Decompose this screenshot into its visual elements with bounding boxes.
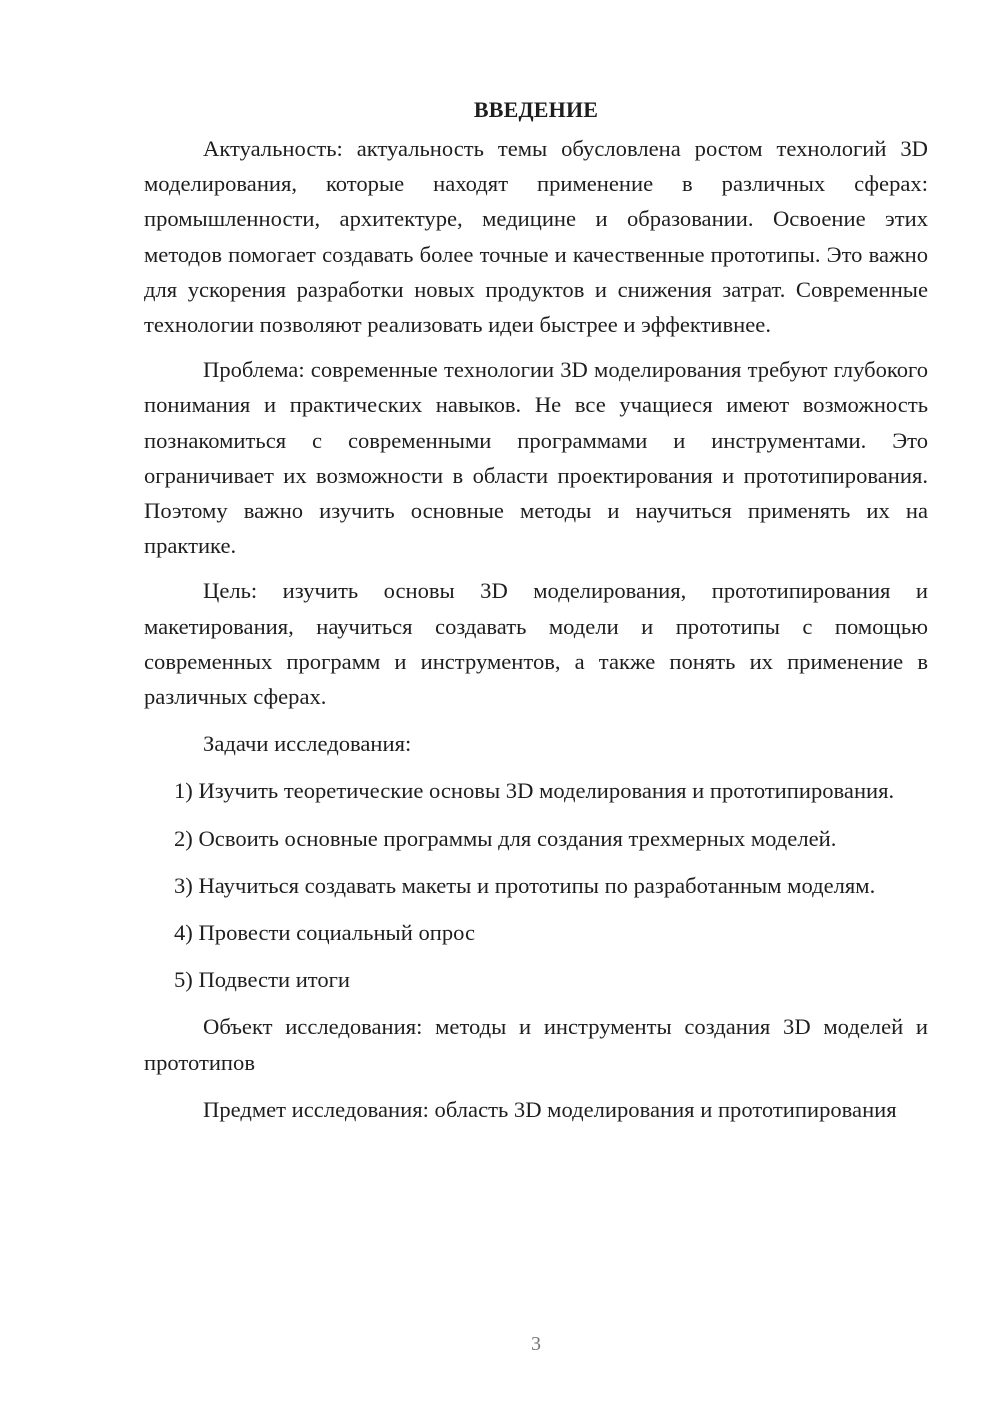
task-item: 4) Провести социальный опрос	[174, 920, 476, 946]
paragraph-subject: Предмет исследования: область 3D моделирования и прототипирования	[203, 1096, 897, 1122]
page-title: ВВЕДЕНИЕ	[473, 97, 599, 122]
task-item: 3) Научиться создавать макеты и прототипы по разработанным моделям.	[174, 872, 876, 898]
paragraph-relevance: Актуальность: актуальность темы обусловлена ростом технологий 3D моделирования, которые находят применение в различных сферах: промышленности, архитектуре, медицине и образовании. Освоение этих методов помогает создавать более точные и качественные прототипы. Это важно для ускорения разработки новых продуктов и снижения затрат. Современные технологии позволяют реализовать идеи быстрее и эффективнее.	[144, 136, 928, 338]
paragraph-goal: Цель: изучить основы 3D моделирования, прототипирования и макетирования, научиться создавать модели и прототипы с помощью современных программ и инструментов, а также понять их применение в различных сферах.	[144, 578, 928, 710]
paragraph-object: Объект исследования: методы и инструменты создания 3D моделей и прототипов	[144, 1014, 928, 1075]
task-item: 2) Освоить основные программы для создания трехмерных моделей.	[174, 825, 837, 851]
tasks-title: Задачи исследования:	[203, 731, 412, 757]
paragraph-problem: Проблема: современные технологии 3D моделирования требуют глубокого понимания и практических навыков. Не все учащиеся имеют возможность познакомиться с современными программами и инструментами. Это ограничивает их возможности в области проектирования и прототипирования. Поэтому важно изучить основные методы и научиться применять их на практике.	[144, 357, 928, 559]
task-item: 1) Изучить теоретические основы 3D моделирования и прототипирования.	[174, 778, 895, 804]
task-item: 5) Подвести итоги	[174, 967, 351, 993]
page-number: 3	[531, 1333, 541, 1355]
document-page	[144, 92, 928, 1127]
